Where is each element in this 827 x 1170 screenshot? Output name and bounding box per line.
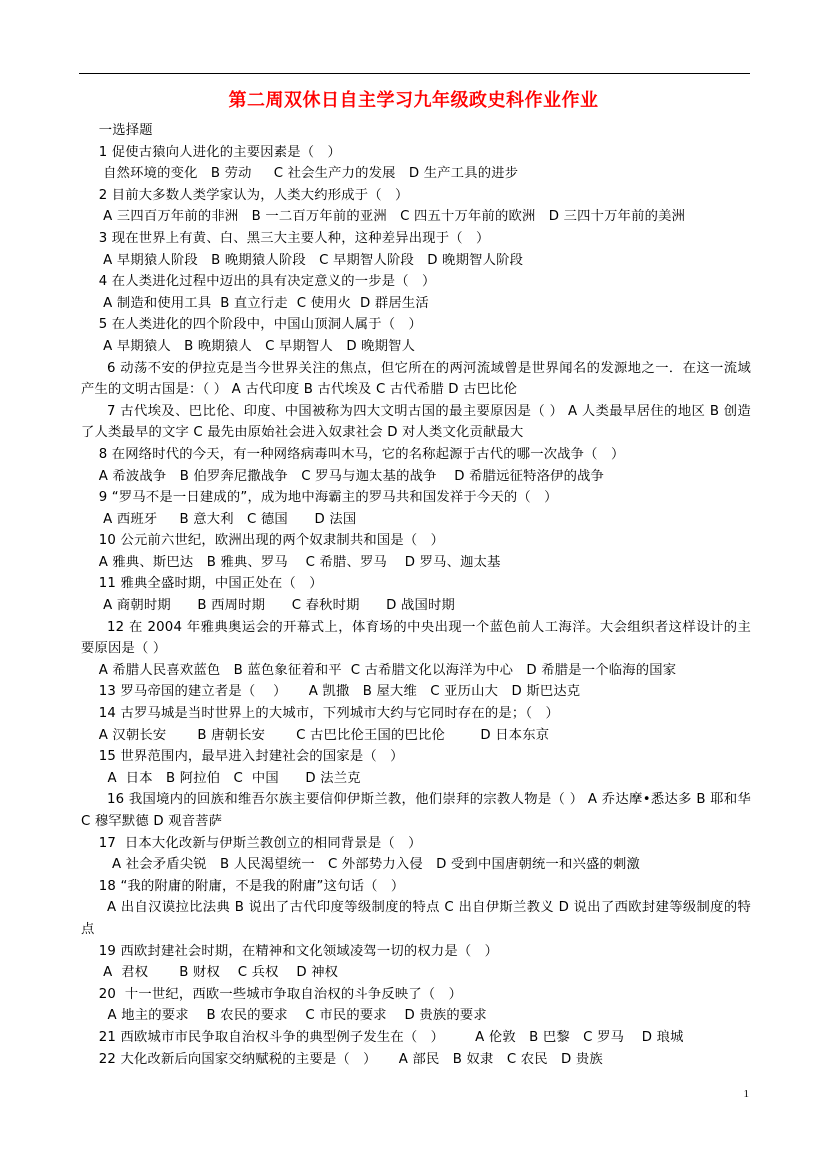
option-line: A 早期猿人 B 晚期猿人 C 早期智人 D 晚期智人 bbox=[81, 338, 416, 354]
question-line: 14 古罗马城是当时世界上的大城市，下列城市大约与它同时存在的是；（ ） bbox=[81, 706, 559, 722]
option-paragraph: A 出自汉谟拉比法典 B 说出了古代印度等级制度的特点 C 出自伊斯兰教义 D 说出了西欧封建等级制度的特点 bbox=[81, 900, 751, 937]
question-line: 10 公元前六世纪，欧洲出现的两个奴隶制共和国是（ ） bbox=[81, 533, 445, 549]
question-paragraph: 16 我国境内的回族和维吾尔族主要信仰伊斯兰教，他们崇拜的宗教人物是（ ） A 乔达摩•悉达多 B 耶和华 C 穆罕默德 D 观音菩萨 bbox=[81, 792, 751, 829]
question-line: 22 大化改新后向国家交纳赋税的主要是（ ） A 部民 B 奴隶 C 农民 D 贵族 bbox=[81, 1051, 603, 1067]
question-paragraph: 6 动荡不安的伊拉克是当今世界关注的焦点，但它所在的两河流域曾是世界闻名的发源地之一．在这一流域产生的文明古国是：（ ） A 古代印度 B 古代埃及 C 古代希腊 D 古巴比伦 bbox=[81, 360, 751, 398]
question-line: 9 “罗马不是一日建成的”，成为地中海霸主的罗马共和国发祥于今天的（ ） bbox=[81, 490, 558, 506]
question-paragraph: 7 古代埃及、巴比伦、印度、中国被称为四大文明古国的最主要原因是（ ） A 人类最早居住的地区 B 创造了人类最早的文字 C 最先由原始社会进入奴隶社会 D 对人类文化贡献最大 bbox=[81, 403, 751, 441]
option-line: A 君权 B 财权 C 兵权 D 神权 bbox=[81, 965, 339, 981]
question-line: 17 日本大化改新与伊斯兰教创立的相同背景是（ ） bbox=[81, 835, 422, 851]
question-line: 1 促使古猿向人进化的主要因素是（ ） bbox=[81, 144, 342, 160]
question-line: 4 在人类进化过程中迈出的具有决定意义的一步是（ ） bbox=[81, 274, 436, 290]
question-line: 13 罗马帝国的建立者是（ ） A 凯撒 B 屋大维 C 亚历山大 D 斯巴达克 bbox=[81, 684, 581, 700]
question-paragraph: 12 在 2004 年雅典奥运会的开幕式上，体育场的中央出现一个蓝色前人工海洋。大会组织者这样设计的主要原因是（ ） bbox=[81, 619, 751, 657]
question-line: 18 “我的附庸的附庸，不是我的附庸”这句话（ ） bbox=[81, 878, 405, 894]
question-line: 21 西欧城市市民争取自治权斗争的典型例子发生在（ ） A 伦敦 B 巴黎 C 罗马 D 琅城 bbox=[81, 1029, 684, 1045]
option-line: A 雅典、斯巴达 B 雅典、罗马 C 希腊、罗马 D 罗马、迦太基 bbox=[81, 554, 501, 570]
page-number: 1 bbox=[743, 1088, 749, 1100]
question-line: 8 在网络时代的今天，有一种网络病毒叫木马，它的名称起源于古代的哪一次战争（ ） bbox=[81, 446, 625, 462]
document-title: 第二周双休日自主学习九年级政史科作业作业 bbox=[228, 90, 599, 111]
option-line: A 西班牙 B 意大利 C 德国 D 法国 bbox=[81, 511, 357, 527]
option-line: A 地主的要求 B 农民的要求 C 市民的要求 D 贵族的要求 bbox=[81, 1008, 487, 1024]
option-line: A 社会矛盾尖锐 B 人民渴望统一 C 外部势力入侵 D 受到中国唐朝统一和兴盛的刺激 bbox=[81, 857, 640, 873]
question-line: 5 在人类进化的四个阶段中，中国山顶洞人属于（ ） bbox=[81, 317, 423, 333]
option-line: A 日本 B 阿拉伯 C 中国 D 法兰克 bbox=[81, 770, 361, 786]
question-line: 15 世界范围内，最早进入封建社会的国家是（ ） bbox=[81, 749, 404, 765]
option-line: A 制造和使用工具 B 直立行走 C 使用火 D 群居生活 bbox=[81, 295, 429, 311]
question-line: 20 十一世纪，西欧一些城市争取自治权的斗争反映了（ ） bbox=[81, 986, 463, 1002]
option-line: 自然环境的变化 B 劳动 C 社会生产力的发展 D 生产工具的进步 bbox=[81, 166, 519, 182]
question-line: 2 目前大多数人类学家认为，人类大约形成于（ ） bbox=[81, 187, 409, 203]
question-line: 19 西欧封建社会时期，在精神和文化领域凌驾一切的权力是（ ） bbox=[81, 943, 499, 959]
question-line: 3 现在世界上有黄、白、黑三大主要人种，这种差异出现于（ ） bbox=[81, 230, 490, 246]
section-heading: 一选择题 bbox=[81, 123, 153, 138]
option-line: A 希腊人民喜欢蓝色 B 蓝色象征着和平 C 古希腊文化以海洋为中心 D 希腊是一个临海的国家 bbox=[81, 662, 677, 678]
option-line: A 希波战争 B 伯罗奔尼撒战争 C 罗马与迦太基的战争 D 希腊远征特洛伊的战争 bbox=[81, 468, 605, 484]
question-list bbox=[81, 120, 751, 1070]
question-line: 11 雅典全盛时期，中国正处在（ ） bbox=[81, 576, 323, 592]
option-line: A 商朝时期 B 西周时期 C 春秋时期 D 战国时期 bbox=[81, 598, 456, 614]
option-line: A 早期猿人阶段 B 晚期猿人阶段 C 早期智人阶段 D 晚期智人阶段 bbox=[81, 252, 524, 268]
header-rule bbox=[79, 73, 750, 74]
option-line: A 汉朝长安 B 唐朝长安 C 古巴比伦王国的巴比伦 D 日本东京 bbox=[81, 727, 550, 743]
option-line: A 三四百万年前的非洲 B 一二百万年前的亚洲 C 四五十万年前的欧洲 D 三四十万年前的美洲 bbox=[81, 209, 686, 225]
